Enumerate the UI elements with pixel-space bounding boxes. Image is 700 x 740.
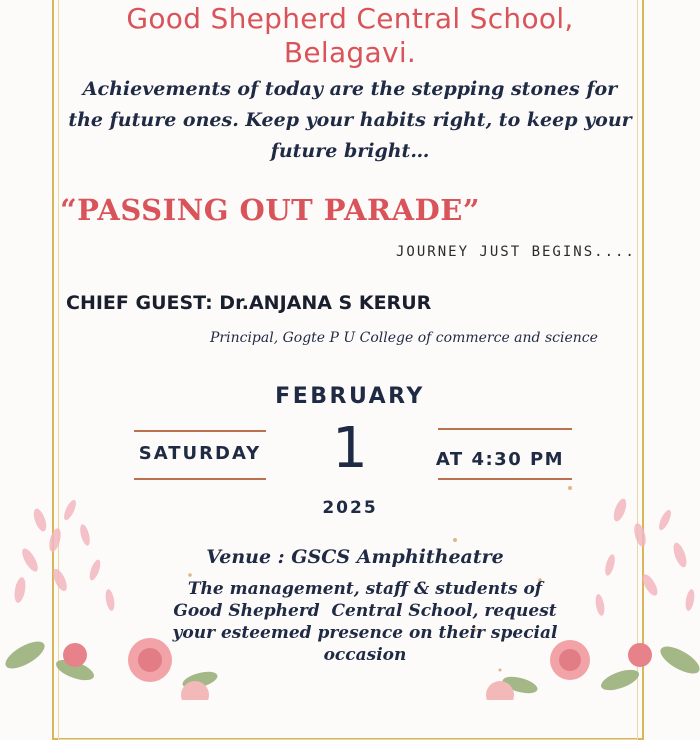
tagline-line3: future bright…	[270, 140, 430, 162]
invitation-line2: Good Shepherd Central School, request	[173, 601, 557, 621]
chief-guest: CHIEF GUEST: Dr.ANJANA S KERUR	[66, 292, 432, 314]
invitation-text	[160, 578, 570, 666]
venue: Venue : GSCS Amphitheatre	[206, 546, 504, 568]
event-subtitle: JOURNEY JUST BEGINS....	[396, 244, 636, 260]
tagline-line1: Achievements of today are the stepping stones for	[82, 78, 618, 100]
school-name-line2: Belagavi.	[283, 36, 417, 69]
divider-rule	[134, 430, 266, 432]
event-year: 2025	[322, 498, 378, 518]
event-time: AT 4:30 PM	[435, 449, 565, 470]
school-name-line1: Good Shepherd Central School,	[126, 2, 574, 35]
invitation-line4: occasion	[323, 645, 407, 665]
chief-guest-role: Principal, Gogte P U College of commerce and science	[210, 330, 598, 346]
invitation-line1: The management, staff & students of	[187, 579, 543, 599]
event-title: “PASSING OUT PARADE”	[60, 193, 481, 227]
tagline-line2: the future ones. Keep your habits right, to keep your	[68, 109, 632, 131]
event-month: FEBRUARY	[275, 384, 425, 409]
divider-rule	[438, 428, 572, 430]
event-day: 1	[332, 416, 368, 481]
invitation-line3: your esteemed presence on their special	[172, 623, 558, 643]
event-weekday: SATURDAY	[138, 443, 262, 464]
